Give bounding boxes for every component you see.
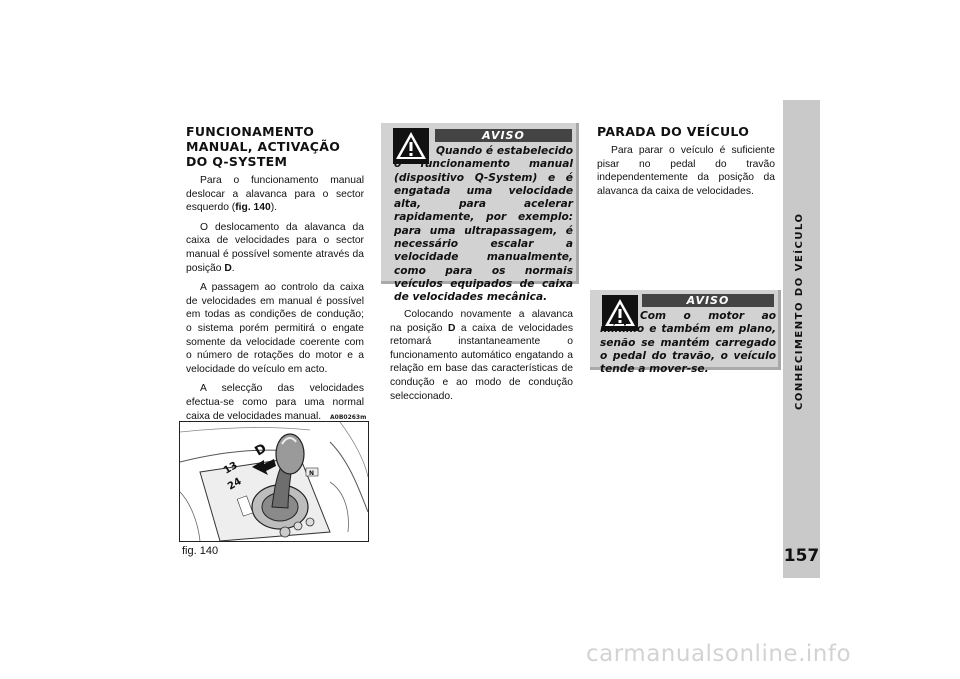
gear-lever-illustration: [180, 422, 368, 541]
gear-position-n-label: N: [309, 470, 315, 477]
manual-paragraph-3: A passagem ao controlo da caixa de velocidades em manual é possível em todas as condições de condução; o sistema porém permitirá o engate somente da velocidade coerente com o número de rotações do motor e a velocidade do veículo em acto.: [186, 282, 364, 375]
page-number: 157: [783, 546, 820, 566]
manual-paragraph-4: A selecção das velocidades efectua-se como para uma normal caixa de velocidades manual.: [186, 383, 364, 422]
figure-reference: fig. 140: [235, 202, 271, 214]
section-manual-body: [186, 174, 367, 423]
figure-caption: fig. 140: [182, 545, 219, 557]
chapter-sidebar: [783, 100, 820, 578]
warning-2-title: AVISO: [642, 294, 774, 307]
warning-1-body: Quando é estabelecido o funcionamento manual (dispositivo Q-System) e é engatada uma velocidade alta, para acelerar rapidamente, por exemplo: para uma ultrapassagem, é necessário escalar a velocidade manualmente, como para os normais veículos equipados de caixa de velocidades mecânica.: [394, 145, 573, 304]
middle-paragraph-block: [390, 308, 573, 409]
section-manual: [186, 124, 367, 429]
gear-position-24-label: 24: [226, 476, 244, 493]
warning-box-2: [590, 290, 781, 376]
warning-1-title: AVISO: [435, 129, 572, 142]
figure-gear-lever: [179, 421, 369, 542]
warning-2-body: Com o motor ao mínimo e também em plano, senão se mantém carregado o pedal do travão, o veículo tende a mover-se.: [600, 310, 776, 376]
figure-code: A0B0263m: [330, 414, 367, 421]
manual-paragraph-1: Para o funcionamento manual deslocar a alavanca para o sector esquerdo (fig. 140).: [186, 175, 364, 214]
warning-box-1: [381, 123, 579, 304]
manual-paragraph-2: O deslocamento da alavanca da caixa de velocidades para o sector manual é possível somente através da posição D.: [186, 221, 364, 274]
chapter-title: CONHECIMENTO DO VEÍCULO: [794, 212, 805, 410]
gear-position-13-label: 13: [222, 460, 240, 477]
watermark: carmanualsonline.info: [586, 641, 852, 667]
section-manual-heading: FUNCIONAMENTO MANUAL, ACTIVAÇÃO DO Q-SYSTEM: [186, 124, 341, 169]
section-stop: [597, 124, 775, 204]
section-stop-body: [597, 144, 775, 198]
middle-paragraph: Colocando novamente a alavanca na posição D a caixa de velocidades retomará instantaneamente o funcionamento automático engatando a relação em base das características de condução e ao modo de condução seleccionado.: [390, 309, 573, 402]
gear-position-d-label: D: [252, 441, 270, 460]
stop-paragraph-1: Para parar o veículo é suficiente pisar no pedal do travão independentemente da posição da alavanca da caixa de velocidades.: [597, 145, 775, 197]
section-stop-heading: PARADA DO VEÍCULO: [597, 124, 750, 139]
